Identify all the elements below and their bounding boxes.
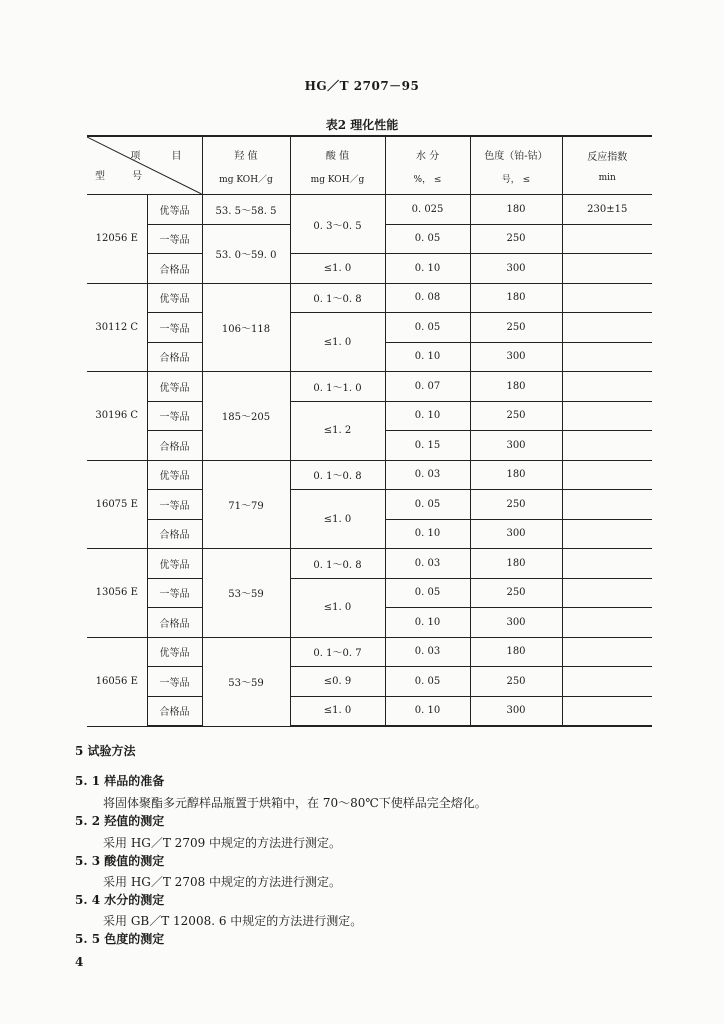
water-cell: 0. 10 bbox=[385, 401, 470, 431]
acid-cell: 0. 1～1. 0 bbox=[290, 372, 385, 402]
color-cell: 300 bbox=[470, 696, 562, 726]
acid-cell: ≤1. 0 bbox=[290, 254, 385, 284]
acid-cell: 0. 1～0. 8 bbox=[290, 460, 385, 490]
table-row bbox=[87, 283, 652, 313]
color-cell: 180 bbox=[470, 195, 562, 225]
reaction-cell bbox=[562, 372, 652, 402]
table-row bbox=[87, 549, 652, 579]
model-label: 型 号 bbox=[95, 171, 155, 182]
color-cell: 180 bbox=[470, 549, 562, 579]
table-row bbox=[87, 637, 652, 667]
reaction-cell bbox=[562, 578, 652, 608]
water-cell: 0. 10 bbox=[385, 254, 470, 284]
section-5-4-heading: 5. 4 水分的测定 bbox=[75, 893, 165, 907]
table-row bbox=[87, 313, 652, 343]
water-cell: 0. 08 bbox=[385, 283, 470, 313]
water-cell: 0. 15 bbox=[385, 431, 470, 461]
reaction-cell bbox=[562, 490, 652, 520]
color-cell: 250 bbox=[470, 401, 562, 431]
hydroxyl-cell: 53. 0～59. 0 bbox=[202, 224, 290, 283]
grade-cell: 优等品 bbox=[147, 372, 202, 402]
model-cell: 13056 E bbox=[87, 549, 147, 638]
table-row bbox=[87, 460, 652, 490]
section-5-heading: 5 试验方法 bbox=[75, 744, 136, 758]
grade-cell: 优等品 bbox=[147, 195, 202, 225]
model-cell: 16056 E bbox=[87, 637, 147, 726]
grade-cell: 一等品 bbox=[147, 313, 202, 343]
page-header: HG／T 2707－95 bbox=[304, 79, 420, 93]
grade-cell: 一等品 bbox=[147, 667, 202, 697]
water-cell: 0. 05 bbox=[385, 313, 470, 343]
water-cell: 0. 10 bbox=[385, 519, 470, 549]
color-cell: 250 bbox=[470, 224, 562, 254]
section-5-1-heading: 5. 1 样品的准备 bbox=[75, 774, 165, 788]
grade-cell: 一等品 bbox=[147, 490, 202, 520]
section-5-3-text: 采用 HG／T 2708 中规定的方法进行测定。 bbox=[103, 875, 342, 889]
section-5-2-text: 采用 HG／T 2709 中规定的方法进行测定。 bbox=[103, 836, 342, 850]
properties-table bbox=[87, 135, 652, 727]
model-cell: 30112 C bbox=[87, 283, 147, 372]
color-cell: 250 bbox=[470, 667, 562, 697]
reaction-cell bbox=[562, 608, 652, 638]
color-cell: 250 bbox=[470, 313, 562, 343]
acid-cell: 0. 3～0. 5 bbox=[290, 195, 385, 254]
section-5-1-text: 将固体聚酯多元醇样品瓶置于烘箱中，在 70～80℃下使样品完全熔化。 bbox=[103, 796, 487, 810]
grade-cell: 优等品 bbox=[147, 637, 202, 667]
water-cell: 0. 05 bbox=[385, 490, 470, 520]
water-cell: 0. 05 bbox=[385, 224, 470, 254]
table-row bbox=[87, 401, 652, 431]
header-water: 水 分 %， ≤ bbox=[385, 136, 470, 195]
acid-cell: ≤0. 9 bbox=[290, 667, 385, 697]
model-cell: 30196 C bbox=[87, 372, 147, 461]
reaction-cell: 230±15 bbox=[562, 195, 652, 225]
reaction-cell bbox=[562, 431, 652, 461]
water-cell: 0. 10 bbox=[385, 696, 470, 726]
header-hydroxyl: 羟 值 mg KOH／g bbox=[202, 136, 290, 195]
table-row bbox=[87, 490, 652, 520]
hydroxyl-cell: 106～118 bbox=[202, 283, 290, 372]
section-5-5-heading: 5. 5 色度的测定 bbox=[75, 932, 165, 946]
reaction-cell bbox=[562, 283, 652, 313]
grade-cell: 优等品 bbox=[147, 549, 202, 579]
table-row bbox=[87, 667, 652, 697]
page-number: 4 bbox=[75, 955, 84, 969]
color-cell: 180 bbox=[470, 460, 562, 490]
reaction-cell bbox=[562, 637, 652, 667]
acid-cell: 0. 1～0. 8 bbox=[290, 549, 385, 579]
grade-cell: 一等品 bbox=[147, 578, 202, 608]
color-cell: 300 bbox=[470, 254, 562, 284]
reaction-cell bbox=[562, 254, 652, 284]
grade-cell: 合格品 bbox=[147, 431, 202, 461]
water-cell: 0. 05 bbox=[385, 667, 470, 697]
table-header-row bbox=[87, 136, 652, 195]
water-cell: 0. 10 bbox=[385, 608, 470, 638]
hydroxyl-cell: 53. 5～58. 5 bbox=[202, 195, 290, 225]
header-acid: 酸 值 mg KOH／g bbox=[290, 136, 385, 195]
table-row bbox=[87, 254, 652, 284]
reaction-cell bbox=[562, 667, 652, 697]
reaction-cell bbox=[562, 313, 652, 343]
water-cell: 0. 03 bbox=[385, 637, 470, 667]
table-row bbox=[87, 372, 652, 402]
color-cell: 250 bbox=[470, 578, 562, 608]
section-5-2-heading: 5. 2 羟值的测定 bbox=[75, 814, 165, 828]
grade-cell: 合格品 bbox=[147, 254, 202, 284]
reaction-cell bbox=[562, 342, 652, 372]
color-cell: 300 bbox=[470, 342, 562, 372]
item-label: 项 目 bbox=[130, 151, 196, 162]
acid-cell: ≤1. 0 bbox=[290, 696, 385, 726]
water-cell: 0. 05 bbox=[385, 578, 470, 608]
grade-cell: 一等品 bbox=[147, 401, 202, 431]
section-5-3-heading: 5. 3 酸值的测定 bbox=[75, 854, 165, 868]
table-row bbox=[87, 696, 652, 726]
hydroxyl-cell: 71～79 bbox=[202, 460, 290, 549]
reaction-cell bbox=[562, 460, 652, 490]
header-reaction: 反应指数 min bbox=[562, 136, 652, 195]
acid-cell: 0. 1～0. 7 bbox=[290, 637, 385, 667]
grade-cell: 合格品 bbox=[147, 696, 202, 726]
color-cell: 180 bbox=[470, 283, 562, 313]
grade-cell: 优等品 bbox=[147, 283, 202, 313]
color-cell: 300 bbox=[470, 608, 562, 638]
water-cell: 0. 03 bbox=[385, 460, 470, 490]
reaction-cell bbox=[562, 224, 652, 254]
acid-cell: ≤1. 0 bbox=[290, 490, 385, 549]
grade-cell: 合格品 bbox=[147, 519, 202, 549]
color-cell: 180 bbox=[470, 637, 562, 667]
reaction-cell bbox=[562, 696, 652, 726]
water-cell: 0. 03 bbox=[385, 549, 470, 579]
header-color: 色度（铂-钴） 号， ≤ bbox=[470, 136, 562, 195]
hydroxyl-cell: 53～59 bbox=[202, 549, 290, 638]
grade-cell: 优等品 bbox=[147, 460, 202, 490]
diagonal-header-cell bbox=[87, 136, 202, 195]
table-row bbox=[87, 578, 652, 608]
grade-cell: 一等品 bbox=[147, 224, 202, 254]
acid-cell: 0. 1～0. 8 bbox=[290, 283, 385, 313]
model-cell: 12056 E bbox=[87, 195, 147, 284]
color-cell: 300 bbox=[470, 431, 562, 461]
reaction-cell bbox=[562, 519, 652, 549]
table-row bbox=[87, 195, 652, 225]
acid-cell: ≤1. 0 bbox=[290, 578, 385, 637]
reaction-cell bbox=[562, 549, 652, 579]
color-cell: 180 bbox=[470, 372, 562, 402]
hydroxyl-cell: 53～59 bbox=[202, 637, 290, 726]
reaction-cell bbox=[562, 401, 652, 431]
water-cell: 0. 025 bbox=[385, 195, 470, 225]
model-cell: 16075 E bbox=[87, 460, 147, 549]
color-cell: 300 bbox=[470, 519, 562, 549]
grade-cell: 合格品 bbox=[147, 342, 202, 372]
water-cell: 0. 10 bbox=[385, 342, 470, 372]
hydroxyl-cell: 185～205 bbox=[202, 372, 290, 461]
table-title: 表2 理化性能 bbox=[325, 118, 399, 132]
acid-cell: ≤1. 2 bbox=[290, 401, 385, 460]
diagonal-line bbox=[87, 137, 202, 194]
grade-cell: 合格品 bbox=[147, 608, 202, 638]
color-cell: 250 bbox=[470, 490, 562, 520]
section-5-4-text: 采用 GB／T 12008. 6 中规定的方法进行测定。 bbox=[103, 914, 363, 928]
water-cell: 0. 07 bbox=[385, 372, 470, 402]
acid-cell: ≤1. 0 bbox=[290, 313, 385, 372]
